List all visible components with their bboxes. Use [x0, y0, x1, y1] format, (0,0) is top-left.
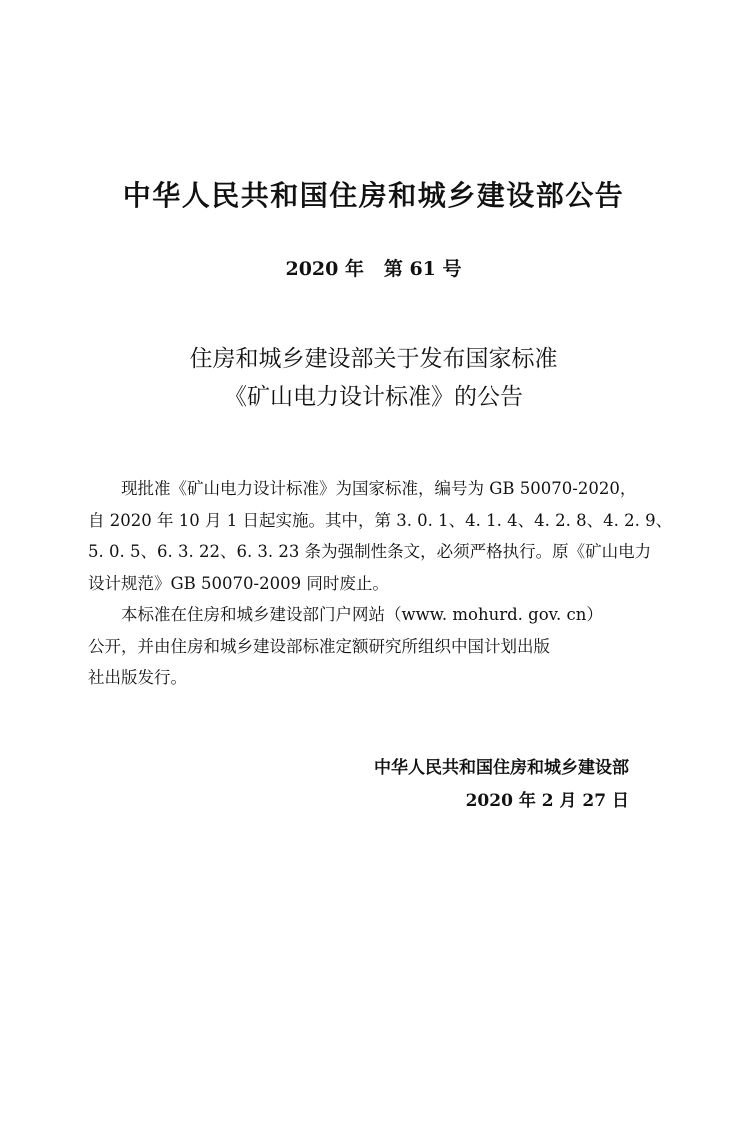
body-line: 本标准在住房和城乡建设部门户网站（www. mohurd. gov. cn）	[88, 605, 603, 624]
issue-number: 2020 年 第 61 号	[285, 258, 462, 280]
body-line: 5. 0. 5、6. 3. 22、6. 3. 23 条为强制性条文，必须严格执行。原《矿山电力	[88, 542, 652, 561]
body-line: 现批准《矿山电力设计标准》为国家标准，编号为 GB 50070-2020，	[88, 479, 637, 498]
body-line: 设计规范》GB 50070-2009 同时废止。	[88, 573, 389, 593]
issuer-name: 中华人民共和国住房和城乡建设部	[374, 758, 629, 778]
body-paragraph-1	[88, 473, 673, 599]
issue-date: 2020 年 2 月 27 日	[465, 791, 629, 811]
notice-body	[88, 473, 673, 694]
announcement-header-title: 中华人民共和国住房和城乡建设部公告	[122, 179, 625, 212]
signature-block	[374, 752, 629, 818]
notice-title-line-1: 住房和城乡建设部关于发布国家标准	[189, 346, 558, 372]
body-paragraph-2	[88, 599, 668, 694]
body-line: 自 2020 年 10 月 1 日起实施。其中，第 3. 0. 1、4. 1. 4、4. 2. 8、4. 2. 9、	[88, 510, 673, 530]
body-line: 公开，并由住房和城乡建设部标准定额研究所组织中国计划出版	[88, 636, 550, 656]
notice-title	[0, 340, 747, 416]
body-line: 社出版发行。	[88, 668, 187, 687]
notice-title-line-2: 《矿山电力设计标准》的公告	[224, 384, 523, 410]
